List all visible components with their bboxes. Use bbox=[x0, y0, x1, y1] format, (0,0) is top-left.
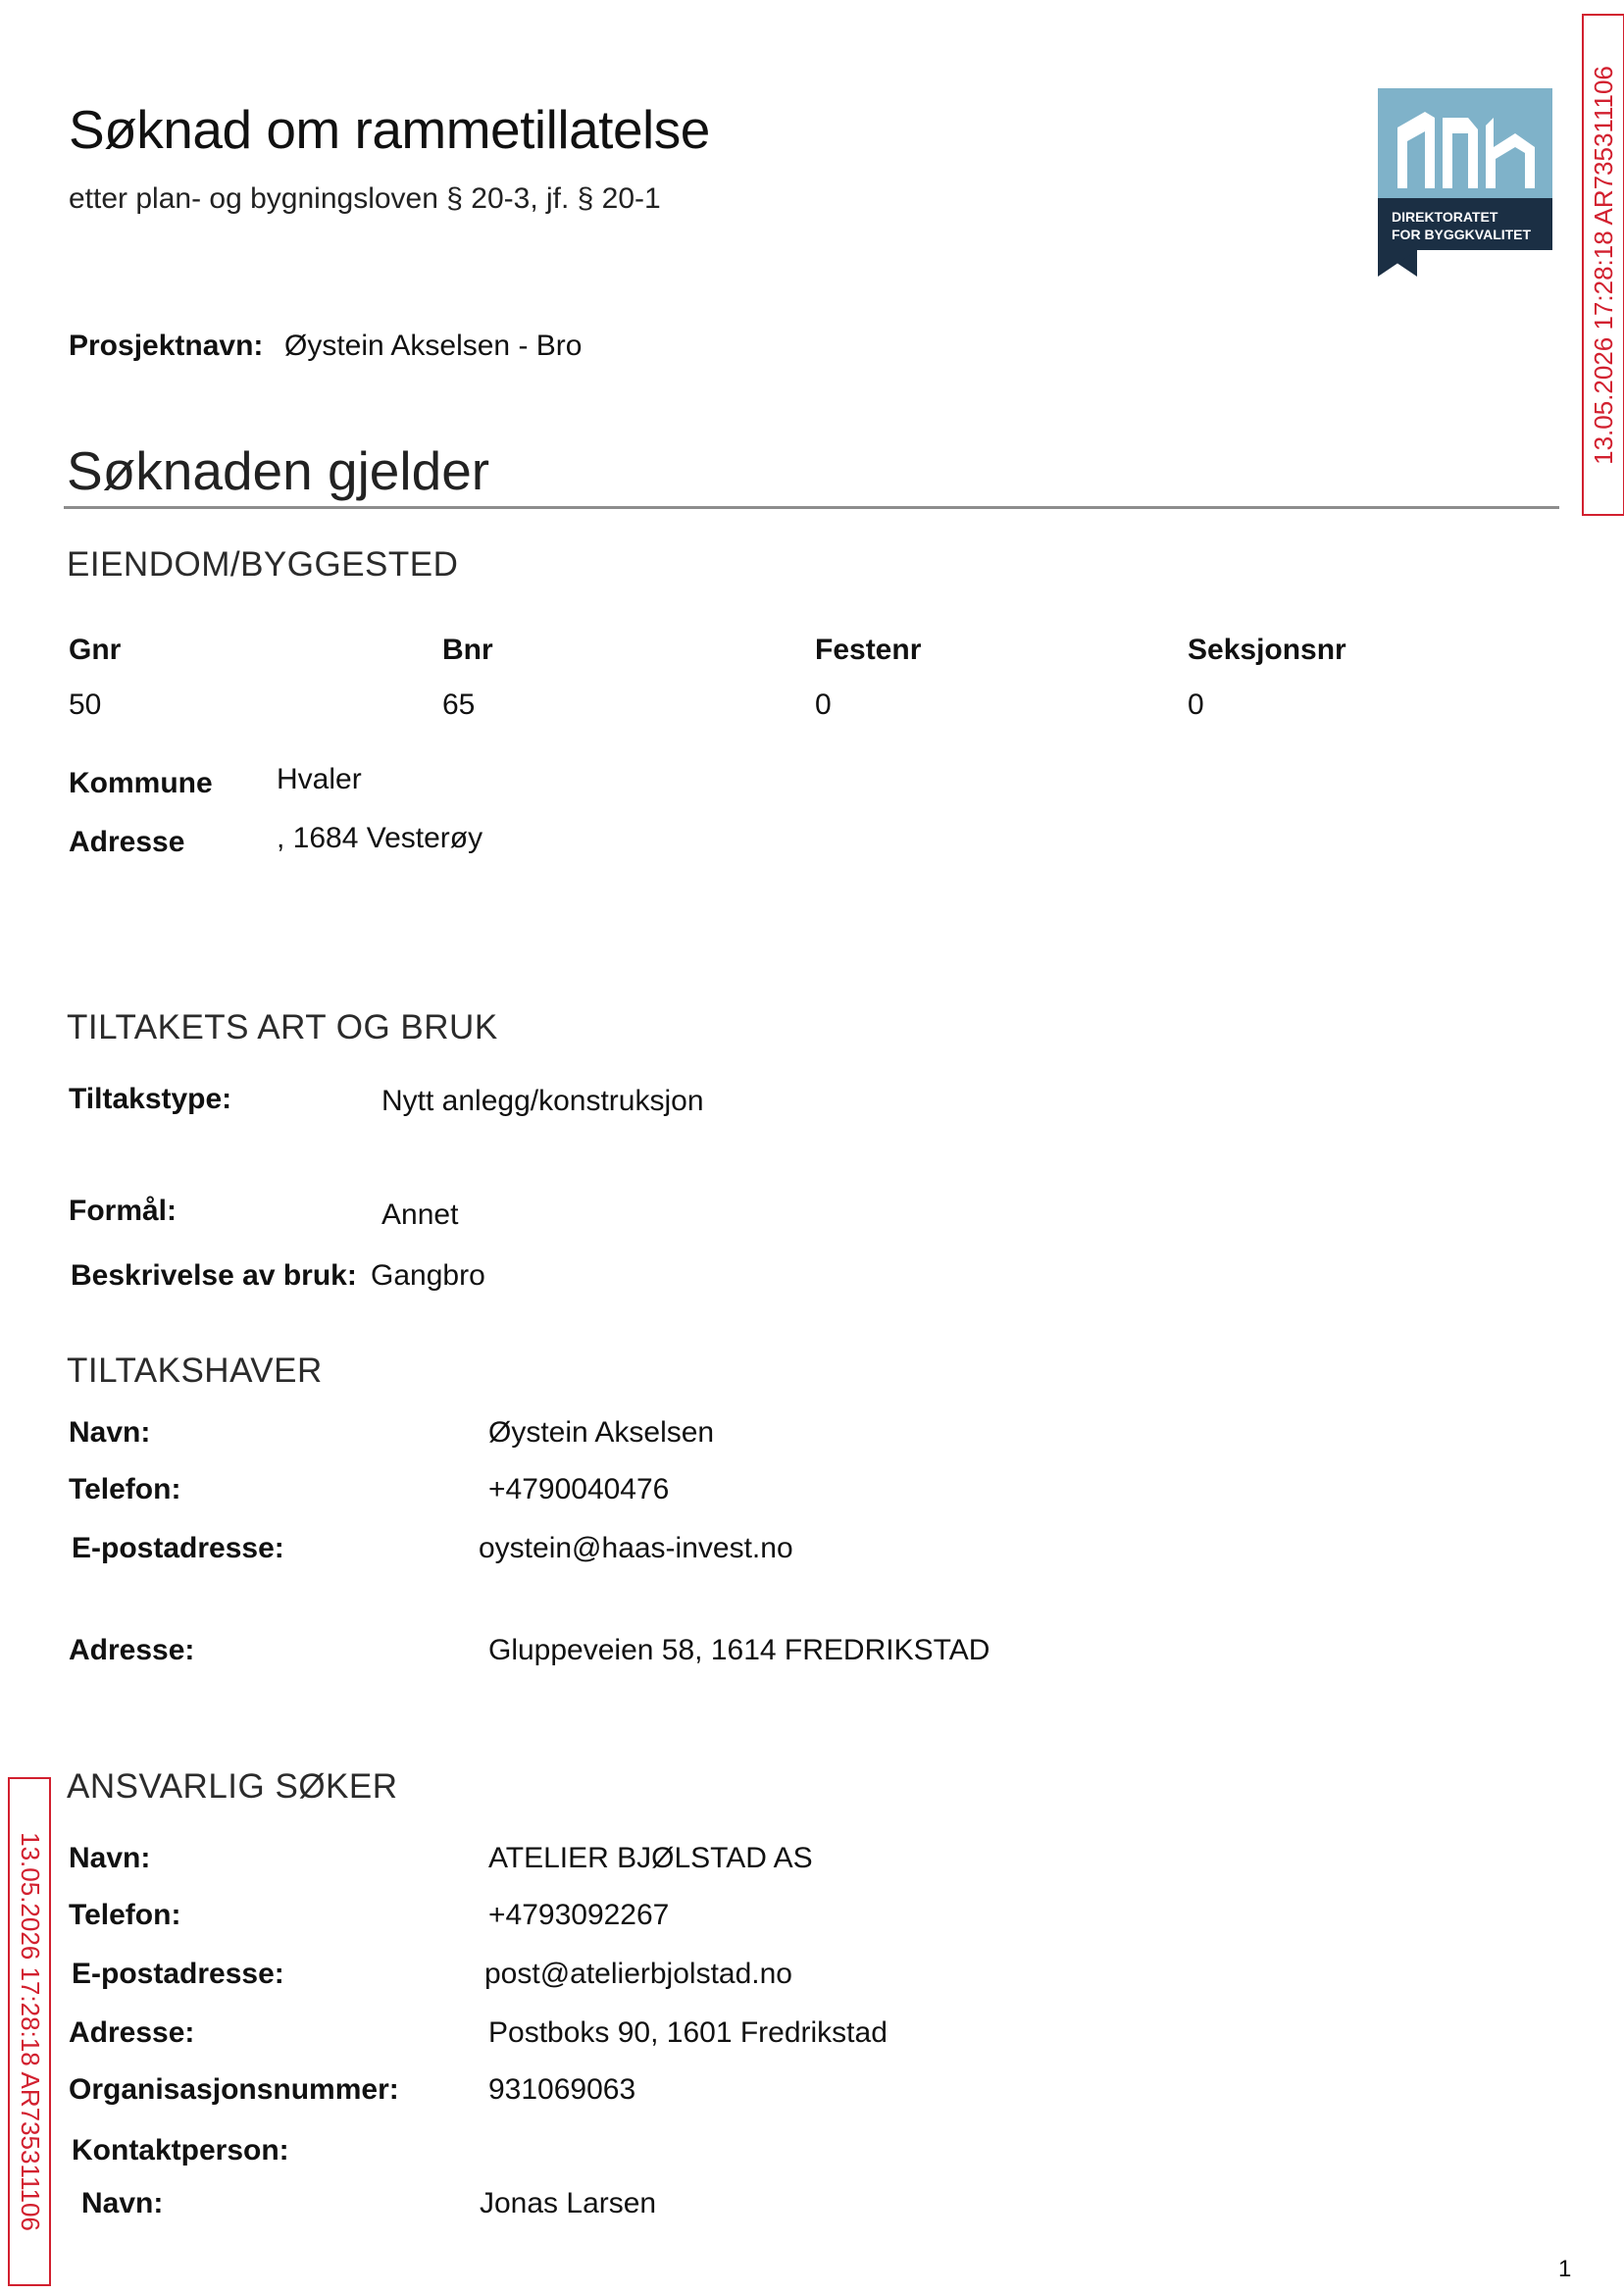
kommune-value: Hvaler bbox=[277, 763, 362, 795]
document-stamp-left bbox=[8, 1777, 51, 2286]
logo-text-line2: FOR BYGGKVALITET bbox=[1392, 227, 1532, 242]
seksjonsnr-label: Seksjonsnr bbox=[1188, 634, 1346, 666]
document-subtitle: etter plan- og bygningsloven § 20-3, jf. § 20-1 bbox=[69, 182, 661, 215]
applicant-address-label: Adresse: bbox=[69, 2016, 195, 2049]
applicant-email-value: post@atelierbjolstad.no bbox=[484, 1958, 792, 1990]
project-label: Prosjektnavn: bbox=[69, 330, 264, 362]
contact-name-value: Jonas Larsen bbox=[480, 2187, 657, 2219]
applicant-address-value: Postboks 90, 1601 Fredrikstad bbox=[488, 2016, 888, 2049]
measure-type-value: Nytt anlegg/konstruksjon bbox=[381, 1085, 704, 1117]
bnr-label: Bnr bbox=[442, 634, 493, 666]
document-title: Søknad om rammetillatelse bbox=[69, 99, 710, 160]
usage-value: Gangbro bbox=[371, 1259, 485, 1292]
logo-text-line1: DIREKTORATET bbox=[1392, 209, 1498, 225]
applicant-name-label: Navn: bbox=[69, 1842, 151, 1874]
usage-label: Beskrivelse av bruk: bbox=[71, 1259, 357, 1292]
adresse-label: Adresse bbox=[69, 826, 185, 858]
measure-heading: TILTAKETS ART OG BRUK bbox=[67, 1008, 498, 1046]
gnr-value: 50 bbox=[69, 688, 102, 721]
stamp-text: 13.05.2026 17:28:18 AR735311106 bbox=[1588, 65, 1618, 465]
section-heading: Søknaden gjelder bbox=[67, 440, 490, 501]
applicant-phone-value: +4793092267 bbox=[488, 1899, 670, 1931]
gnr-label: Gnr bbox=[69, 634, 122, 666]
document-stamp-top bbox=[1582, 14, 1624, 516]
section-divider bbox=[64, 506, 1559, 509]
owner-email-label: E-postadresse: bbox=[72, 1532, 284, 1564]
owner-phone-value: +4790040476 bbox=[488, 1473, 670, 1505]
festenr-value: 0 bbox=[815, 688, 832, 721]
owner-name-value: Øystein Akselsen bbox=[488, 1416, 715, 1449]
applicant-name-value: ATELIER BJØLSTAD AS bbox=[488, 1842, 813, 1874]
property-heading: EIENDOM/BYGGESTED bbox=[67, 545, 459, 584]
applicant-orgnr-label: Organisasjonsnummer: bbox=[69, 2073, 399, 2106]
contact-name-label: Navn: bbox=[81, 2187, 164, 2219]
contact-person-label: Kontaktperson: bbox=[72, 2134, 289, 2167]
kommune-label: Kommune bbox=[69, 767, 213, 799]
applicant-phone-label: Telefon: bbox=[69, 1899, 181, 1931]
applicant-email-label: E-postadresse: bbox=[72, 1958, 284, 1990]
applicant-orgnr-value: 931069063 bbox=[488, 2073, 636, 2106]
page-number: 1 bbox=[1558, 2256, 1572, 2282]
stamp-text: 13.05.2026 17:28:18 AR735311106 bbox=[15, 1832, 45, 2231]
owner-heading: TILTAKSHAVER bbox=[67, 1351, 323, 1390]
owner-address-label: Adresse: bbox=[69, 1634, 195, 1666]
owner-phone-label: Telefon: bbox=[69, 1473, 181, 1505]
applicant-heading: ANSVARLIG SØKER bbox=[67, 1767, 398, 1806]
adresse-value: , 1684 Vesterøy bbox=[277, 822, 483, 854]
festenr-label: Festenr bbox=[815, 634, 922, 666]
seksjonsnr-value: 0 bbox=[1188, 688, 1204, 721]
owner-name-label: Navn: bbox=[69, 1416, 151, 1449]
measure-type-label: Tiltakstype: bbox=[69, 1083, 232, 1115]
owner-address-value: Gluppeveien 58, 1614 FREDRIKSTAD bbox=[488, 1634, 990, 1666]
dibk-logo bbox=[1378, 88, 1552, 277]
owner-email-value: oystein@haas-invest.no bbox=[479, 1532, 793, 1564]
purpose-label: Formål: bbox=[69, 1195, 178, 1227]
purpose-value: Annet bbox=[381, 1198, 459, 1231]
bnr-value: 65 bbox=[442, 688, 476, 721]
project-value: Øystein Akselsen - Bro bbox=[284, 330, 583, 362]
